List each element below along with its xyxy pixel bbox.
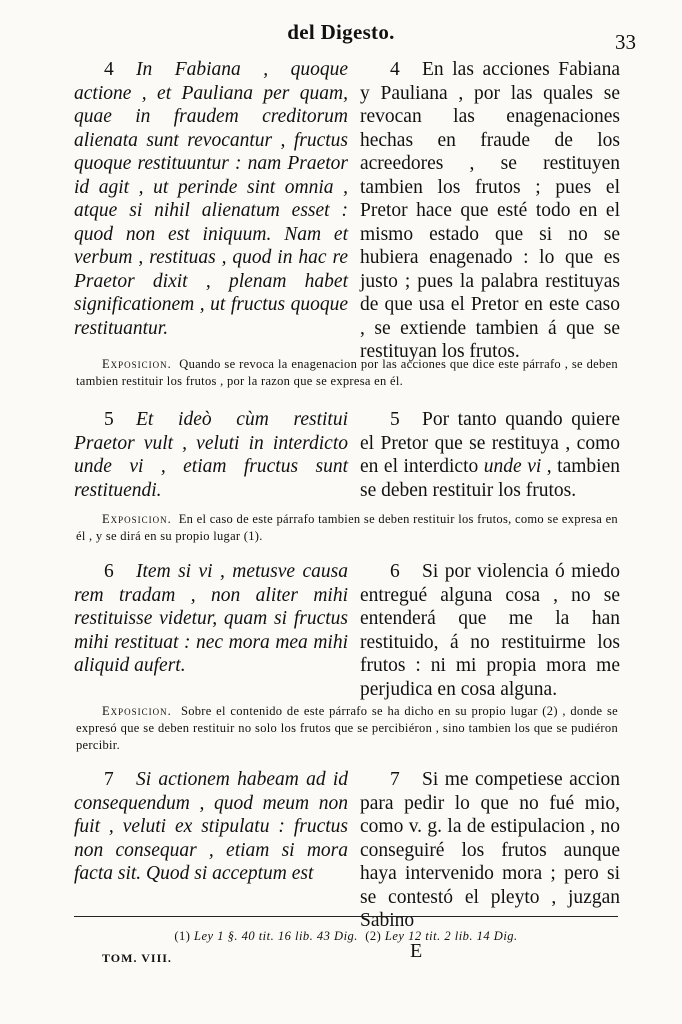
- spanish-paragraph: [360, 768, 620, 933]
- spanish-paragraph: [360, 408, 620, 502]
- paragraph-number: 4: [104, 59, 114, 80]
- latin-text: Et ideò cùm restitui Praetor vult , veluti in interdicto unde vi , etiam fructus sunt restituendi.: [74, 409, 348, 501]
- spanish-text-continued: , tambien se deben restituir los frutos.: [360, 456, 620, 501]
- exposition-text: En el caso de este párrafo tambien se deben restituir los frutos, como se expresa en él , y se dirá en su propio lugar (1).: [76, 512, 618, 543]
- latin-paragraph: [74, 768, 348, 886]
- tome-label: TOM. VIII.: [102, 951, 172, 965]
- paragraph-number: 5: [104, 409, 114, 430]
- footnote-reference: Ley 12 tit. 2 lib. 14 Dig.: [384, 929, 518, 943]
- exposition-label: Exposicion.: [102, 704, 172, 718]
- exposition-label: Exposicion.: [102, 357, 172, 371]
- spanish-text: Si por violencia ó miedo entregué alguna cosa , no se entenderá que me la han restituido, á no restituirme los frutos : ni mi propia mora me perjudica en cosa alguna.: [360, 561, 620, 700]
- exposition-text: Quando se revoca la enagenacion por las acciones que dice este párrafo , se deben tambien restituir los frutos , por la razon que se expresa en él.: [76, 357, 618, 388]
- exposition-note: [76, 511, 618, 545]
- latin-text: In Fabiana , quoque actione , et Pauliana per quam, quae in fraudem creditorum alienata sunt revocantur , fructus quoque restituuntur : nam Praetor id agit , ut perinde sint omnia , atque si nihil alienatum esset : quod non est iniquum. Nam et verbum , restituas , quod in hac re Praetor dixit , plenam habet significationem , ut fructus quoque restituantur.: [74, 59, 348, 339]
- latin-text: Si actionem habeam ad id consequendum , quod meum non fuit , veluti ex stipulatu : fructus non consequar , etiam si mora facta sit. Quod si acceptum est: [74, 769, 348, 884]
- latin-text: Item si vi , metusve causa rem tradam , non aliter mihi restituisse videtur, quam si fructus mihi restituat : nec mora mea mihi aliquid aufert.: [74, 561, 348, 676]
- exposition-note: [76, 356, 618, 390]
- exposition-text: Sobre el contenido de este párrafo se ha dicho en su propio lugar (2) , donde se expresó que se deben restituir no solo los frutos que se percibiéron , sino tambien los que se pudiéron percibir.: [76, 704, 618, 752]
- footnotes: [74, 929, 618, 944]
- spanish-text: Si me competiese accion para pedir lo que no fué mio, como v. g. la de estipulacion , no conseguiré los frutos aunque haya intervenido mora ; pero si se contestó el pleyto , juzgan Sabino: [360, 769, 620, 931]
- paragraph-number: 7: [104, 769, 114, 790]
- printer-signature: E: [410, 940, 423, 962]
- paragraph-number: 5: [390, 409, 400, 430]
- spanish-text: Por tanto quando quiere el Pretor que se restituya , como en el interdicto: [360, 409, 620, 477]
- exposition-label: Exposicion.: [102, 512, 172, 526]
- page-header-title: del Digesto.: [287, 20, 395, 44]
- footnote-reference: Ley 1 §. 40 tit. 16 lib. 43 Dig.: [194, 929, 358, 943]
- latin-paragraph: [74, 560, 348, 678]
- exposition-note: [76, 703, 618, 754]
- paragraph-number: 4: [390, 59, 400, 80]
- footnote-marker: (2): [365, 929, 382, 943]
- footnote-marker: (1): [174, 929, 191, 943]
- footnote-divider: [74, 916, 618, 917]
- spanish-paragraph: [360, 58, 620, 364]
- paragraph-number: 6: [104, 561, 114, 582]
- paragraph-number: 6: [390, 561, 400, 582]
- page-number: 33: [615, 30, 636, 54]
- spanish-paragraph: [360, 560, 620, 701]
- latin-paragraph: [74, 408, 348, 502]
- interdict-name: unde vi: [483, 456, 542, 477]
- paragraph-number: 7: [390, 769, 400, 790]
- spanish-text: En las acciones Fabiana y Pauliana , por las quales se revocan las enagenaciones hechas en fraude de los acreedores , se restituyen tambien los frutos ; pues el Pretor hace que esté todo en el mismo estado que si no se hubiera enagenado : lo que es justo ; pues la palabra restituyas de que usa el Pretor en este caso , se extiende tambien á que se restituyan los frutos.: [360, 59, 620, 362]
- latin-paragraph: [74, 58, 348, 340]
